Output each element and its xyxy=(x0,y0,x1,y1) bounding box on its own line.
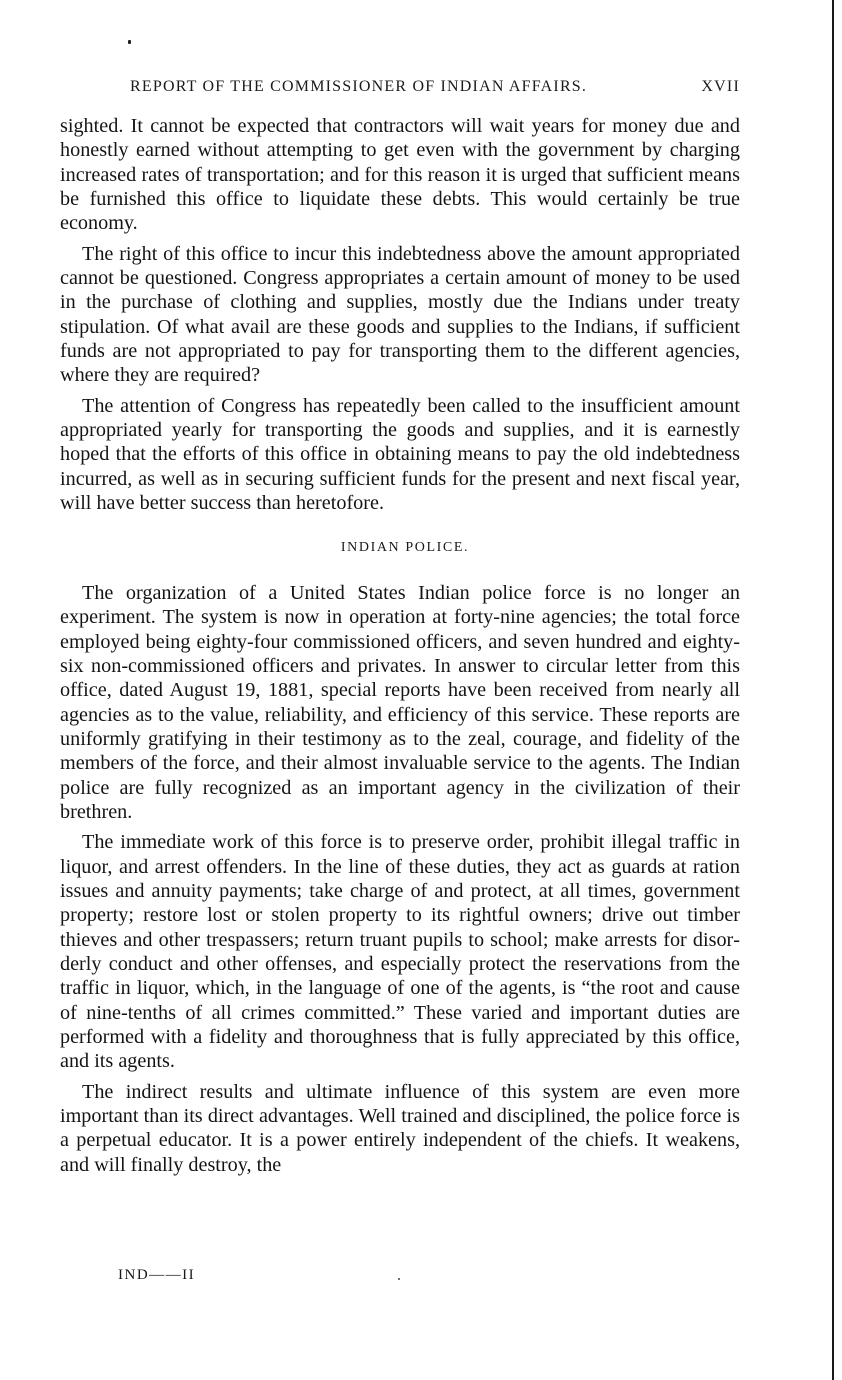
section-heading: INDIAN POLICE. xyxy=(340,539,470,555)
paragraph-congress-attention: The attention of Congress has repeatedly been called to the insufficient amount appropriated yearly for transporting the goods and supplies, and it is earnestly hoped that the efforts of this office in obtaining means to pay the old indebtedness incurred, as well as in securing sufficient funds for the present and next fiscal year, will have better success than heretofore. xyxy=(60,394,740,515)
signature-mark: IND——II xyxy=(118,1267,196,1283)
paragraph-police-organization: The organization of a United States Indian police force is no longer an experiment. The system is now in operation at forty-nine agencies; the total force employed being eighty-four commissioned officers, and seven hundred and eighty-six non-commissioned officers and privates. In answer to circular letter from this office, dated August 19, 1881, special reports have been received from nearly all agencies as to the value, reliability, and efficiency of this service. These reports are uniformly gratifying in their testimony as to the zeal, courage, and fidelity of the members of the force, and their almost invaluable service to the agents. The Indian police are fully recognized as an important agency in the civilization of their brethren. xyxy=(60,581,740,823)
scan-speck-footer xyxy=(398,1278,400,1280)
paragraph-police-duties: The immediate work of this force is to preserve order, prohibit illegal traffic in liquor, and arrest offenders. In the line of these duties, they act as guards at ration issues and annuity payments; take charge of and protect, at all times, government property; restore lost or stolen property to its rightful owners; drive out timber thieves and other trespassers; return truant pupils to school; make arrests for disorderly conduct and other offenses, and especially protect the reservations from the traffic in liquor, which, in the language of one of the agents, is “the root and cause of nine-tenths of all crimes committed.” These varied and important duties are performed with a fidelity and thoroughness that is fully appreciated by this office, and its agents. xyxy=(60,831,740,1073)
page-body xyxy=(60,114,740,1177)
paragraph-continued: sighted. It cannot be expected that contractors will wait years for money due and honestly earned without attempting to get even with the government by charging increased rates of transportation; and for this reason it is urged that sufficient means be furnished this office to liquidate these debts. This would certainly be true economy. xyxy=(60,115,740,235)
running-head-title: REPORT OF THE COMMISSIONER OF INDIAN AFFAIRS. xyxy=(130,78,588,95)
page-edge-rule xyxy=(832,0,834,1380)
paragraph-indebtedness: The right of this office to incur this indebtedness above the amount appropriated cannot be questioned. Congress appropriates a certain amount of money to be used in the purchase of clothing and supplies, mostly due the Indians under treaty stipulation. Of what avail are these goods and supplies to the Indians, if sufficient funds are not appropriated to pay for transporting them to the different agencies, where they are required? xyxy=(60,242,740,387)
running-head xyxy=(60,78,740,104)
page-number: XVII xyxy=(701,78,740,95)
paragraph-indirect-results: The indirect results and ultimate influence of this system are even more important than its direct advantages. Well trained and disciplined, the police force is a perpetual educator. It is a power entirely independent of the chiefs. It weakens, and will finally destroy, the xyxy=(60,1080,740,1176)
scan-speck xyxy=(128,40,131,44)
